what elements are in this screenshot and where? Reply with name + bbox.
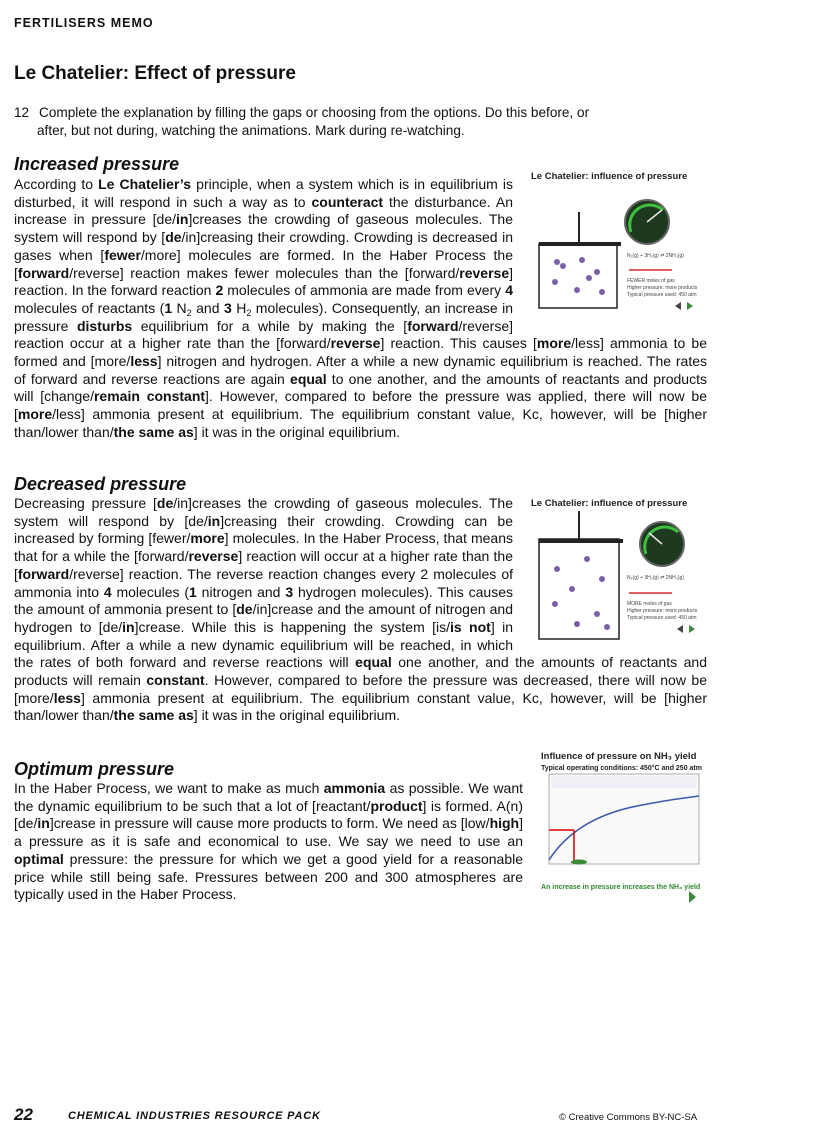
piston-diagram bbox=[527, 509, 707, 649]
figure-caption: Le Chatelier: influence of pressure bbox=[531, 171, 688, 182]
next-arrow-icon[interactable] bbox=[687, 890, 697, 904]
footer-pack-title: CHEMICAL INDUSTRIES RESOURCE PACK bbox=[68, 1110, 321, 1122]
figure-decreased-pressure-animation bbox=[527, 495, 707, 645]
heading-increased-pressure: Increased pressure bbox=[14, 154, 180, 174]
memo-header: FERTILISERS MEMO bbox=[14, 16, 154, 30]
svg-text:Typical pressure used: 450 atm: Typical pressure used: 450 atm bbox=[627, 292, 697, 298]
graph-title: Influence of pressure on NH₃ yield bbox=[541, 751, 697, 762]
graph-subtitle: Typical operating conditions: 450°C and 250 atm bbox=[541, 765, 702, 772]
page-title: Le Chatelier: Effect of pressure bbox=[14, 63, 296, 84]
question-line-1: Complete the explanation by filling the gaps or choosing from the options. Do this before, or bbox=[39, 105, 590, 120]
svg-text:Typical pressure used: 450 atm: Typical pressure used: 450 atm bbox=[627, 615, 697, 621]
figure-caption: Le Chatelier: influence of pressure bbox=[531, 498, 688, 509]
piston-diagram bbox=[527, 182, 707, 332]
svg-text:Higher pressure: more products: Higher pressure: more products bbox=[627, 285, 698, 291]
section-optimum-pressure: Influence of pressure on NH₃ yield Typical operating conditions: 450°C and 250 atm An increase in pressure increases the NH₃ yield In the Haber Process, we want to make as much ammonia as possible. We want the dynamic equilibrium to be such that a lot of [reactant/product] is formed. A(n) [de/in]crease in pressure will cause more products to form. We need as [low/high] a pressure as it is safe and economical to use. We say we need to use an optimal pressure: the pressure for which we get a good yield for a reasonable price while still being safe. Pressures between 200 and 300 atmospheres are typically used in the Haber Process. bbox=[14, 780, 707, 904]
question-number: 12 bbox=[14, 105, 30, 120]
svg-text:Higher pressure: more products: Higher pressure: more products bbox=[627, 608, 698, 614]
question-12 bbox=[14, 104, 704, 140]
section-increased-pressure: Le Chatelier: influence of pressure N₂(g) + 3H₂(g) ⇌ 2NH₃(g) FEWER moles of gas Higher pressure: more products Typical pressure used: 450 atm According to Le Chatelier’s principle, when a system which is in equilibrium is disturbed, it will respond in such a way as to counteract the disturbance. An increase in pressure [de/in]creases the crowding of gaseous molecules. The system will respond by [de/in]creasing their crowding. Crowding is decreased in gases when [fewer/more] molecules are formed. In the Haber Process the [forward/reverse] reaction makes fewer molecules than the [forward/reverse] reaction. In the forward reaction 2 molecules of ammonia are made from every 4 molecules of reactants (1 $N_2$ and 3 $H_2$ molecules). Consequently, an increase in pressure disturbs equilibrium for a while by making the [forward/reverse] reaction occur at a higher rate than the [forward/reverse] reaction. This causes [more/less] ammonia to be formed and [more/less] nitrogen and hydrogen. After a while a new dynamic equilibrium is reached. The rates of forward and reverse reactions are again equal to one another, and the amounts of reactants and products will [change/remain constant]. However, compared to before the pressure was applied, there will now be [more/less] ammonia present at equilibrium. The equilibrium constant value, Kc, however, will be [higher than/lower than/the same as] it was in the original equilibrium. bbox=[14, 176, 707, 442]
heading-decreased-pressure: Decreased pressure bbox=[14, 474, 187, 494]
svg-text:MORE moles of gas: MORE moles of gas bbox=[627, 601, 672, 607]
question-line-2: after, but not during, watching the animations. Mark during re-watching. bbox=[37, 123, 465, 138]
svg-text:N₂(g) + 3H₂(g) ⇌ 2NH₃(g): N₂(g) + 3H₂(g) ⇌ 2NH₃(g) bbox=[627, 253, 684, 259]
svg-text:FEWER moles of gas: FEWER moles of gas bbox=[627, 278, 675, 284]
section-decreased-pressure: Le Chatelier: influence of pressure N₂(g) + 3H₂(g) ⇌ 2NH₃(g) MORE moles of gas Higher pressure: more products Typical pressure used: 450 atm Decreasing pressure [de/in]creases the crowding of gaseous molecules. The system will respond by [de/in]creasing their crowding. Crowding can be increased by forming [fewer/more] molecules. In the Haber Process, that means that for a while the [forward/reverse] reaction will occur at a higher rate than the [forward/reverse] reaction. The reverse reaction changes every 2 molecules of ammonia into 4 molecules (1 nitrogen and 3 hydrogen molecules). This causes the amount of ammonia present to [de/in]crease and the amount of nitrogen and hydrogen to [de/in]crease. While this is happening the system [is/is not] in equilibrium. After a while a new dynamic equilibrium will be reached, in which the rates of both forward and reverse reactions will equal one another, and the amounts of reactants and products will remain constant. However, compared to before the pressure was decreased, there will now be [more/less] ammonia present at equilibrium. The equilibrium constant value, Kc, however, will be [higher than/lower than/the same as] it was in the original equilibrium. bbox=[14, 495, 707, 724]
svg-text:N₂(g) + 3H₂(g) ⇌ 2NH₃(g): N₂(g) + 3H₂(g) ⇌ 2NH₃(g) bbox=[627, 575, 684, 581]
heading-optimum-pressure: Optimum pressure bbox=[14, 759, 175, 779]
figure-nh3-yield-graph bbox=[537, 752, 707, 902]
figure-increased-pressure-animation bbox=[527, 168, 707, 333]
page-number: 22 bbox=[14, 1105, 33, 1124]
graph-caption: An increase in pressure increases the NH₃ yield bbox=[541, 884, 701, 891]
footer-license: © Creative Commons BY-NC-SA bbox=[559, 1112, 698, 1123]
yield-curve bbox=[537, 772, 707, 877]
